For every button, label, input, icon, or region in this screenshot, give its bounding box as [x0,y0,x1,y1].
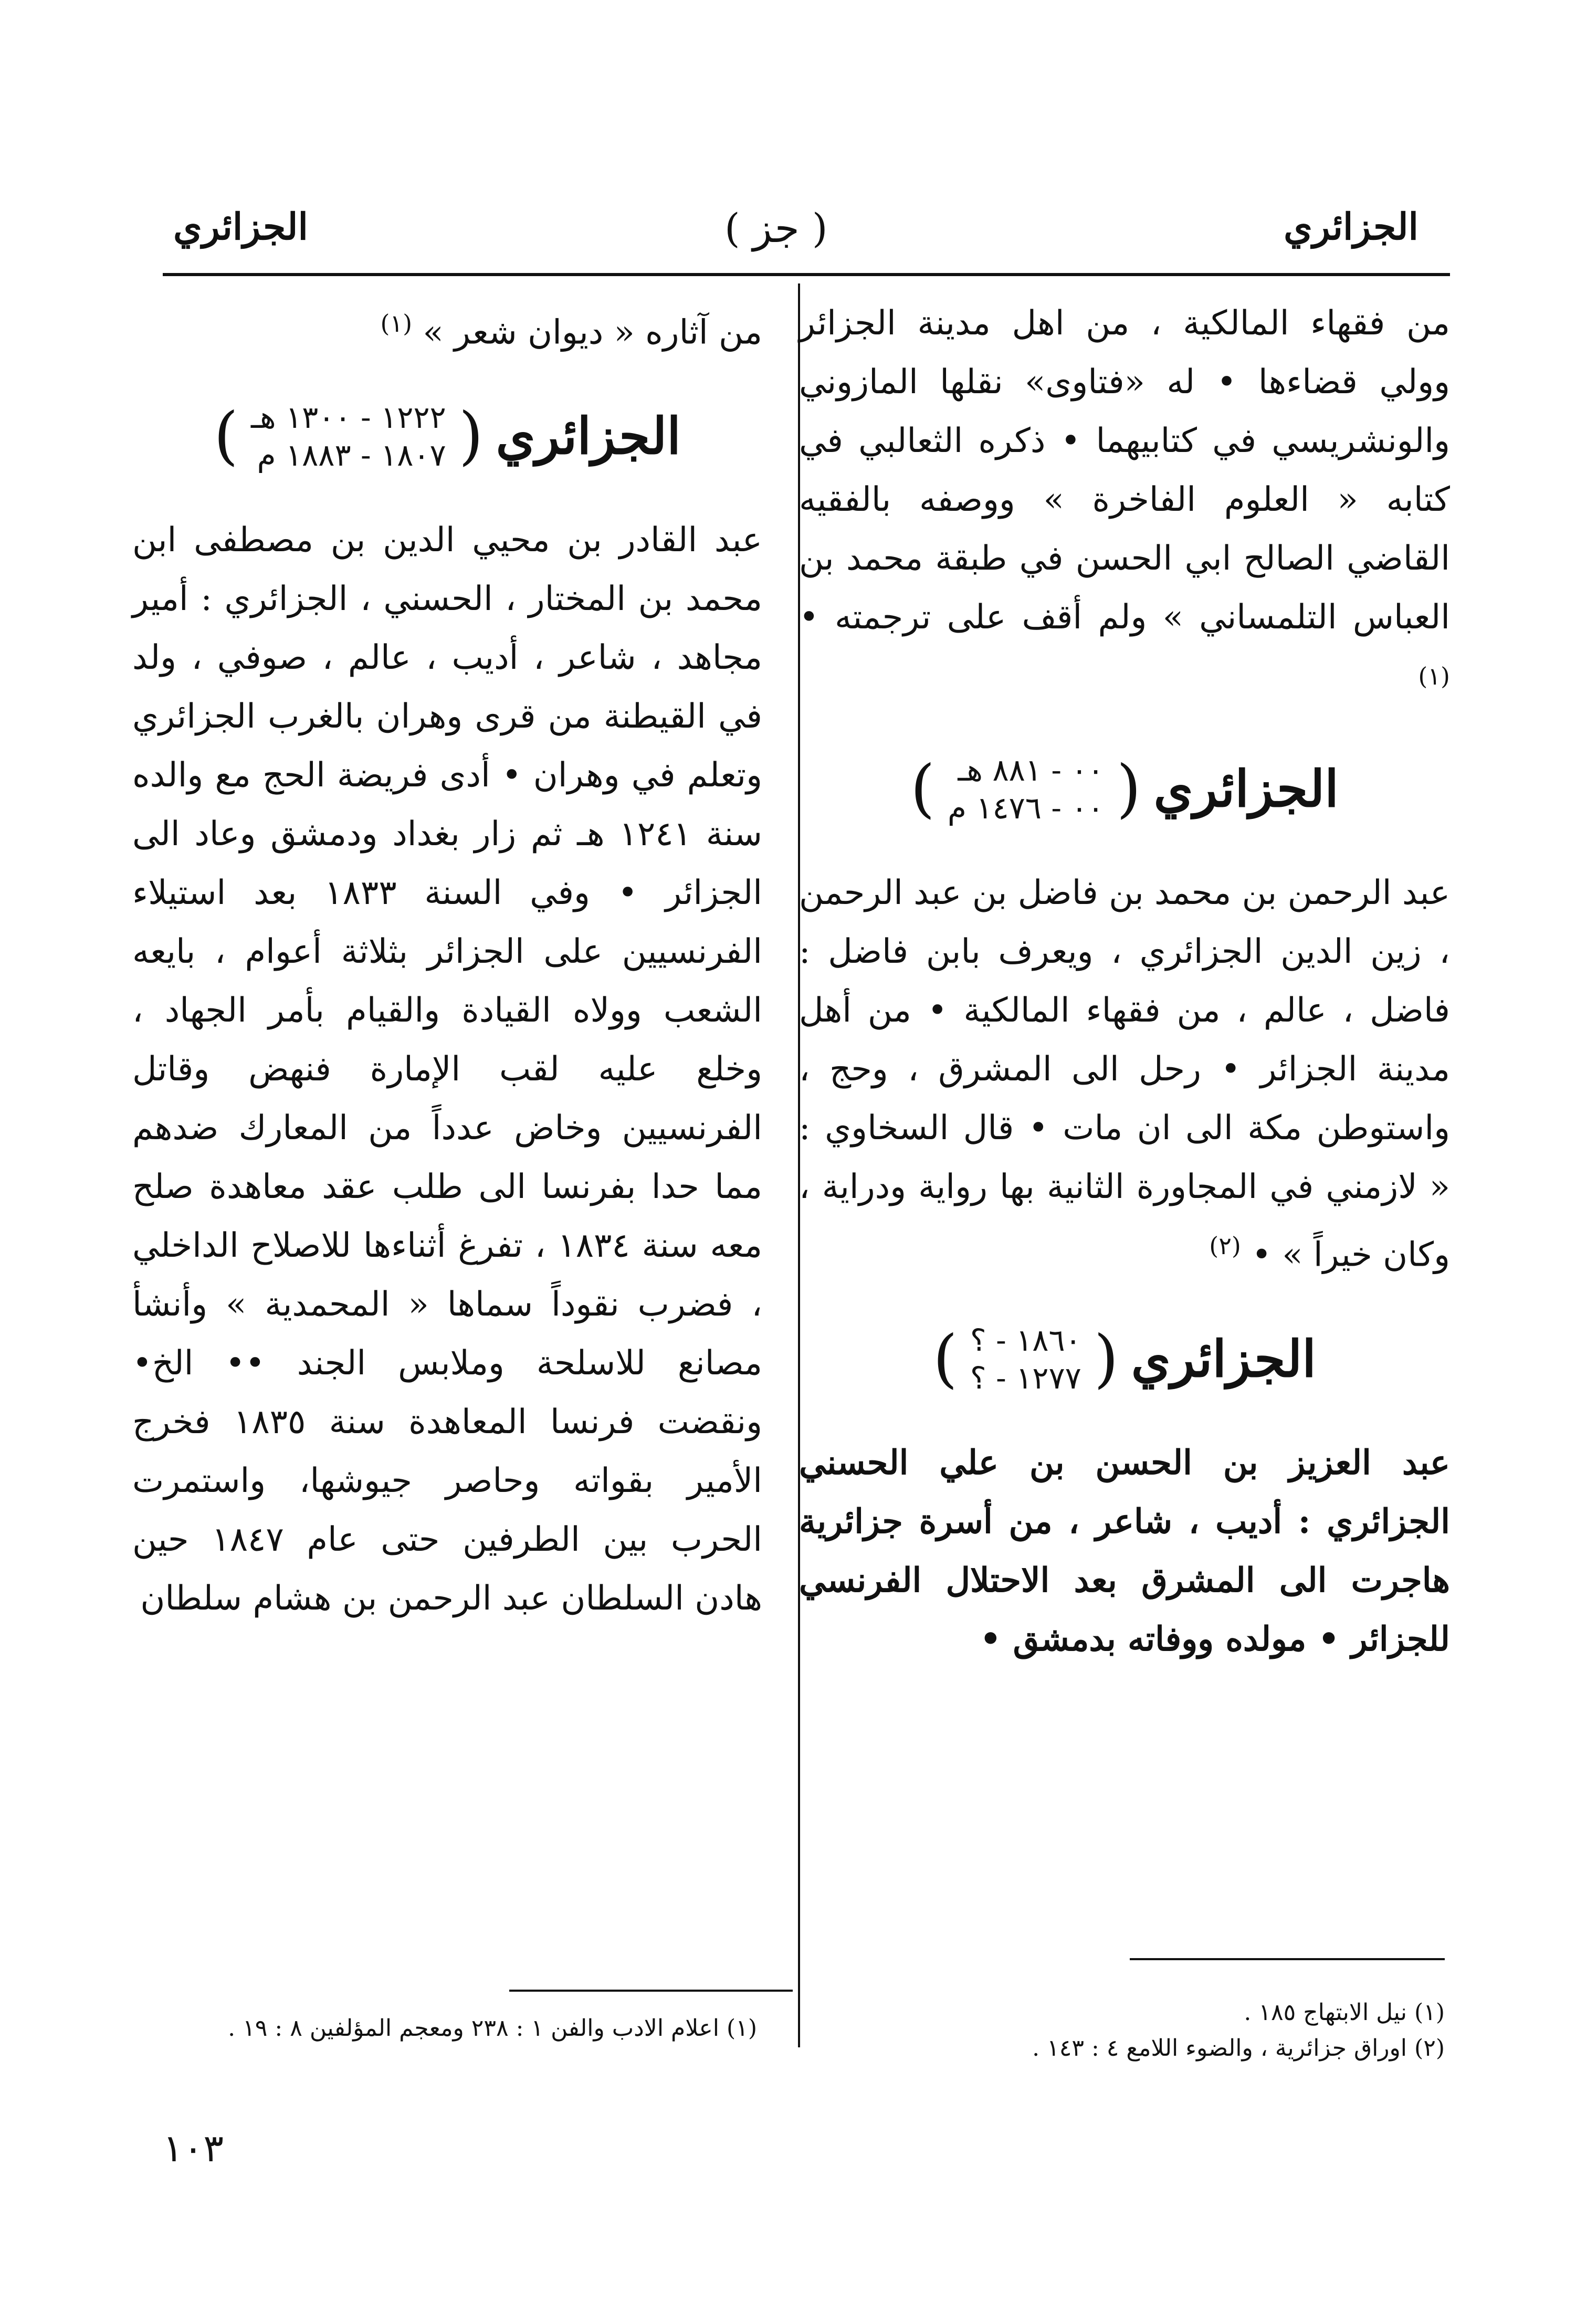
entry-body: عبد الرحمن بن محمد بن فاضل بن عبد الرحمن ، زين الدين الجزائري ، ويعرف بابن فاضل : فاضل ، عالم ، من فقهاء المالكية • من أهل مدينة الجزائر • رحل الى المشرق ، وحج ، واستوطن مكة الى ان مات • قال السخاوي : « لازمني في المجاورة الثانية بها رواية ودراية ، وكان خيراً » • [799,874,1450,1275]
footnote-rule-right [1130,1958,1445,1960]
left-column [132,294,762,1628]
entry-heading-abd-al-rahman [799,751,1450,827]
running-header-center: ( جز ) [724,205,828,251]
entry-body: عبد القادر بن محيي الدين بن مصطفى ابن محمد بن المختار ، الحسني ، الجزائري : أمير مجاهد ، شاعر ، أديب ، عالم ، صوفي ، ولد في القيطنة من قرى وهران بالغرب الجزائري وتعلم في وهران • أدى فريضة الحج مع والده سنة ١٢٤١ هـ ثم زار بغداد ودمشق وعاد الى الجزائر • وفي السنة ١٨٣٣ بعد استيلاء الفرنسيين على الجزائر بثلاثة أعوام ، بايعه الشعب وولاه القيادة والقيام بأمر الجهاد ، وخلع عليه لقب الإمارة فنهض وقاتل الفرنسيين وخاض عدداً من المعارك ضدهم مما حدا بفرنسا الى طلب عقد معاهدة صلح معه سنة ١٨٣٤ ، تفرغ أثناءها للاصلاح الداخلي ، فضرب نقوداً سماها « المحمدية » وأنشأ مصانع للاسلحة وملابس الجند •• الخ• ونقضت فرنسا المعاهدة سنة ١٨٣٥ فخرج الأمير بقواته وحاصر جيوشها، واستمرت الحرب بين الطرفين حتى عام ١٨٤٧ حين هادن السلطان عبد الرحمن بن هشام سلطان [132,521,763,1618]
entry-dates [251,398,446,474]
footnote-right-2: (٢) اوراق جزائرية ، والضوء اللامع ٤ : ١٤٣ . [1032,2035,1445,2062]
paren-open: ( [1116,752,1141,826]
entry-name: الجزائري [1131,1329,1316,1389]
entry-dates [948,751,1104,827]
date-gregorian: ٠٠ - ١٤٧٦ م [947,790,1104,826]
entry-body: عبد العزيز بن الحسن بن علي الحسني الجزائري : أديب ، شاعر ، من أسرة جزائرية هاجرت الى المشرق بعد الاحتلال الفرنسي للجزائر • مولده ووفاته بدمشق • [799,1443,1450,1659]
paren-close: ) [933,1322,958,1395]
entry-text-abd-al-rahman [799,864,1450,1284]
left-intro-text: من آثاره « ديوان شعر » [423,313,762,352]
footnote-right-1: (١) نيل الابتهاج ١٨٥ . [1244,1999,1445,2026]
date-gregorian: ١٨٠٧ - ١٨٨٣ م [257,437,446,474]
date-hijri: ٠٠ - ٨٨١ هـ [958,752,1104,788]
entry-text-abd-al-qadir [132,511,762,1628]
date-gregorian: ١٢٧٧ - ؟ [970,1360,1081,1396]
date-hijri: ١٨٦٠ - ؟ [970,1322,1081,1358]
footnotes-right [799,1995,1445,2066]
running-header-right: الجزائري [1284,205,1419,248]
entry-name: الجزائري [496,406,681,466]
right-column [799,294,1450,1669]
entry-dates [970,1321,1081,1397]
left-intro-paragraph [132,294,762,362]
entry-heading-abd-al-qadir [132,398,762,474]
entry-name: الجزائري [1153,759,1339,819]
footnotes-left [138,2011,757,2046]
footnote-rule-left [509,1990,793,1992]
left-intro-note: (١) [380,309,413,338]
paren-close: ) [910,752,935,826]
footnote-left-1: (١) اعلام الادب والفن ١ : ٢٣٨ ومعجم المؤلفين ٨ : ١٩ . [228,2015,757,2042]
header-rule-left [163,273,1076,276]
page-number: ١٠٣ [163,2126,224,2170]
running-header-left: الجزائري [173,205,308,248]
paren-open: ( [1094,1322,1119,1395]
paren-close: ) [214,399,238,473]
entry-text-abd-al-aziz [799,1434,1450,1669]
paren-open: ( [458,399,484,473]
right-intro-paragraph [799,294,1450,714]
right-intro-note: (١) [1418,662,1450,690]
right-intro-text: من فقهاء المالكية ، من اهل مدينة الجزائر وولي قضاءها • له «فتاوى» نقلها المازوني والونشريسي في كتابيهما • ذكره الثعالبي في كتابه « العلوم الفاخرة » ووصفه بالفقيه القاضي الصالح ابي الحسن في طبقة محمد بن العباس التلمساني » ولم أقف على ترجمته • [799,304,1450,637]
entry-heading-abd-al-aziz [799,1321,1450,1397]
date-hijri: ١٢٢٢ - ١٣٠٠ هـ [250,399,446,436]
entry-note: (٢) [1209,1232,1241,1260]
